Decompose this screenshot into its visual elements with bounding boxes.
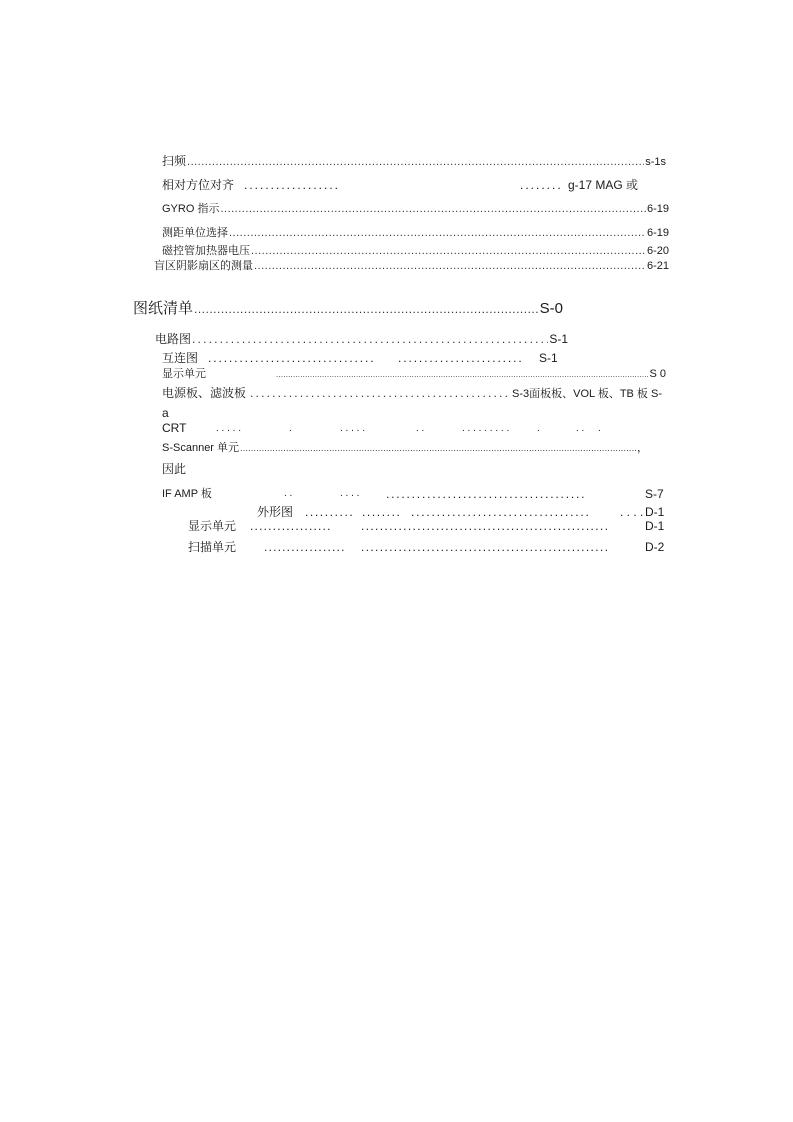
toc-title: 电路图 <box>155 332 192 346</box>
leader-dots <box>194 300 539 318</box>
toc-title: 显示单元 <box>162 368 206 380</box>
toc-entry-display-unit-leader <box>275 367 666 382</box>
leader-dots <box>220 202 646 216</box>
leader-dots <box>251 244 646 258</box>
toc-page-number: D-2 <box>645 540 665 554</box>
toc-entry-outline: 外形图 <box>257 505 294 519</box>
scattered-dots: . . <box>576 423 585 434</box>
toc-title: 测距单位选择 <box>162 227 228 239</box>
wrapped-letter: a <box>162 406 169 420</box>
toc-title: 互连图 <box>162 351 199 365</box>
leader-dots <box>229 226 646 240</box>
toc-title: 磁控管加热器电压 <box>162 245 250 257</box>
toc-page-number: 6-19 <box>646 227 669 239</box>
toc-page-number: 6-20 <box>646 245 669 257</box>
scattered-dots: . . . . . . . . . <box>462 423 510 434</box>
toc-title: 盲区阴影扇区的测量 <box>154 260 253 272</box>
leader-dots <box>192 332 548 346</box>
toc-entry-if-amp: IF AMP 板 <box>162 488 212 500</box>
leader-dots: ................................ <box>208 351 376 365</box>
toc-entry-sweep <box>162 154 666 169</box>
leader-dots: ........ <box>362 505 402 519</box>
leader-dots <box>187 155 644 169</box>
toc-entry-gyro <box>162 202 669 216</box>
toc-section-drawings <box>133 300 563 318</box>
toc-tail-text: S-3面板板、VOL 板、TB 板 S- <box>512 388 662 400</box>
toc-title: 电源板、滤波板 <box>162 386 247 400</box>
toc-page-number: 6-19 <box>646 203 669 215</box>
toc-entry-display-unit-outline: 显示单元 <box>188 519 237 533</box>
toc-page-number: S-1 <box>549 332 568 346</box>
leader-dots: .................. <box>250 519 332 533</box>
scattered-dots: . . . . . <box>340 423 366 434</box>
toc-entry-relative-bearing <box>162 178 234 192</box>
toc-entry-magnetron <box>162 244 669 258</box>
leader-dots: . . . . <box>340 488 360 499</box>
toc-entry-interconnect <box>162 351 198 365</box>
scattered-dots: . <box>537 423 540 434</box>
toc-title: 扫频 <box>162 154 187 168</box>
leader-dots <box>240 441 636 455</box>
toc-page-number: D-1 <box>645 519 665 533</box>
scattered-dots: . <box>289 423 292 434</box>
leader-dots: ..................................................... <box>361 540 610 554</box>
leader-dots <box>250 386 508 400</box>
toc-page-number: D-1 <box>645 505 665 519</box>
toc-entry-scanner-unit: 扫描单元 <box>188 540 237 554</box>
toc-page-number: S-7 <box>645 487 664 501</box>
toc-entry-power-board <box>162 386 662 401</box>
toc-title: S-Scanner 单元 <box>162 442 240 454</box>
leader-dots: .................. <box>244 178 341 192</box>
leader-dots: .......... <box>305 505 355 519</box>
toc-entry-s-scanner <box>162 441 648 455</box>
scattered-dots: . . . . . <box>216 423 242 434</box>
leader-dots <box>254 259 646 273</box>
leader-dots: ........ <box>520 178 563 192</box>
body-text: 因此 <box>162 462 187 476</box>
leader-dots <box>276 368 648 382</box>
toc-page-number: S 0 <box>649 368 666 380</box>
toc-tail-text: g-17 MAG 或 <box>568 178 639 192</box>
scattered-dots: . . <box>416 423 425 434</box>
leader-dots: ................................... <box>411 505 591 519</box>
toc-entry-blind-sector <box>154 259 669 273</box>
toc-entry-range-unit <box>162 226 669 240</box>
leader-dots: . . <box>284 488 293 499</box>
leader-dots: . . . . <box>620 505 644 519</box>
leader-dots: .................. <box>264 540 346 554</box>
toc-entry-circuit <box>155 332 568 346</box>
toc-page-number: 6-21 <box>646 260 669 272</box>
toc-page-number: S-1 <box>539 351 558 365</box>
toc-title: 相对方位对齐 <box>162 178 235 192</box>
toc-tail-text: ， <box>637 442 648 454</box>
leader-dots: ..................................................... <box>361 519 610 533</box>
toc-entry-crt: CRT <box>162 421 187 435</box>
toc-entry-display-unit <box>162 367 206 381</box>
toc-title: GYRO 指示 <box>162 203 220 215</box>
section-title: 图纸清单 <box>133 300 194 317</box>
toc-page-number: S-0 <box>539 300 563 317</box>
leader-dots: ........................ <box>398 351 524 365</box>
scattered-dots: . <box>598 423 601 434</box>
leader-dots: ....................................... <box>386 487 587 501</box>
toc-page-number: s-1s <box>645 156 666 168</box>
